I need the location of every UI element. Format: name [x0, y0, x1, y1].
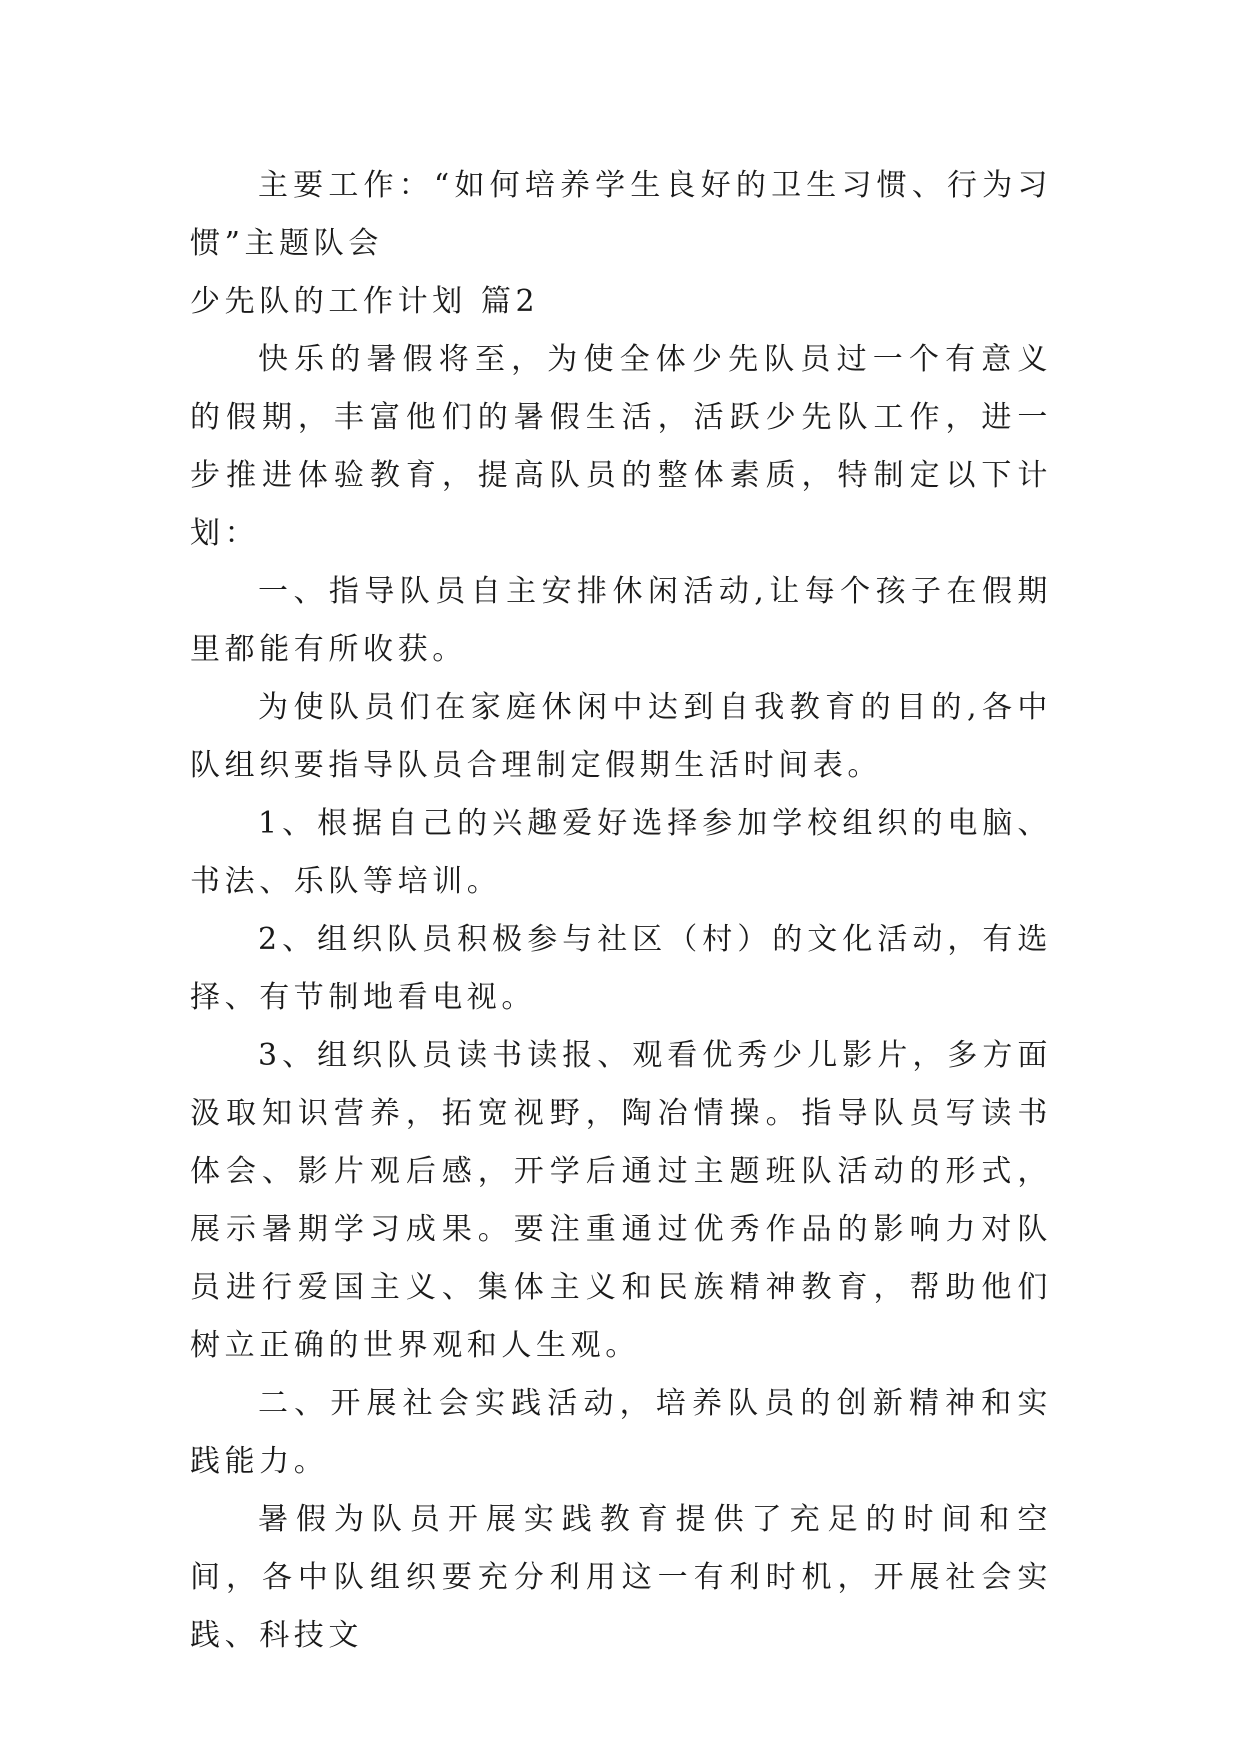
paragraph-item-two: 二、开展社会实践活动，培养队员的创新精神和实践能力。	[190, 1386, 1052, 1479]
paragraph-intro: 快乐的暑假将至，为使全体少先队员过一个有意义的假期，丰富他们的暑假生活，活跃少先队工作，进一步推进体验教育，提高队员的整体素质，特制定以下计划：	[190, 342, 1052, 551]
paragraph-main-work: 主要工作：“如何培养学生良好的卫生习惯、行为习惯”主题队会	[190, 168, 1052, 261]
paragraph-subitem-1: 1、根据自己的兴趣爱好选择参加学校组织的电脑、书法、乐队等培训。	[190, 806, 1052, 899]
paragraph-item-two-detail: 暑假为队员开展实践教育提供了充足的时间和空间，各中队组织要充分利用这一有利时机，开展社会实践、科技文	[190, 1502, 1052, 1653]
paragraph-subitem-3: 3、组织队员读书读报、观看优秀少儿影片，多方面汲取知识营养，拓宽视野，陶冶情操。指导队员写读书体会、影片观后感，开学后通过主题班队活动的形式，展示暑期学习成果。要注重通过优秀作品的影响力对队员进行爱国主义、集体主义和民族精神教育，帮助他们树立正确的世界观和人生观。	[190, 1038, 1052, 1363]
document-body	[190, 157, 1052, 1665]
paragraph-subitem-2: 2、组织队员积极参与社区（村）的文化活动，有选择、有节制地看电视。	[190, 922, 1052, 1015]
paragraph-item-one: 一、指导队员自主安排休闲活动,让每个孩子在假期里都能有所收获。	[190, 574, 1052, 667]
paragraph-item-one-detail: 为使队员们在家庭休闲中达到自我教育的目的,各中队组织要指导队员合理制定假期生活时间表。	[190, 690, 1052, 783]
section-heading: 少先队的工作计划 篇2	[190, 284, 540, 319]
